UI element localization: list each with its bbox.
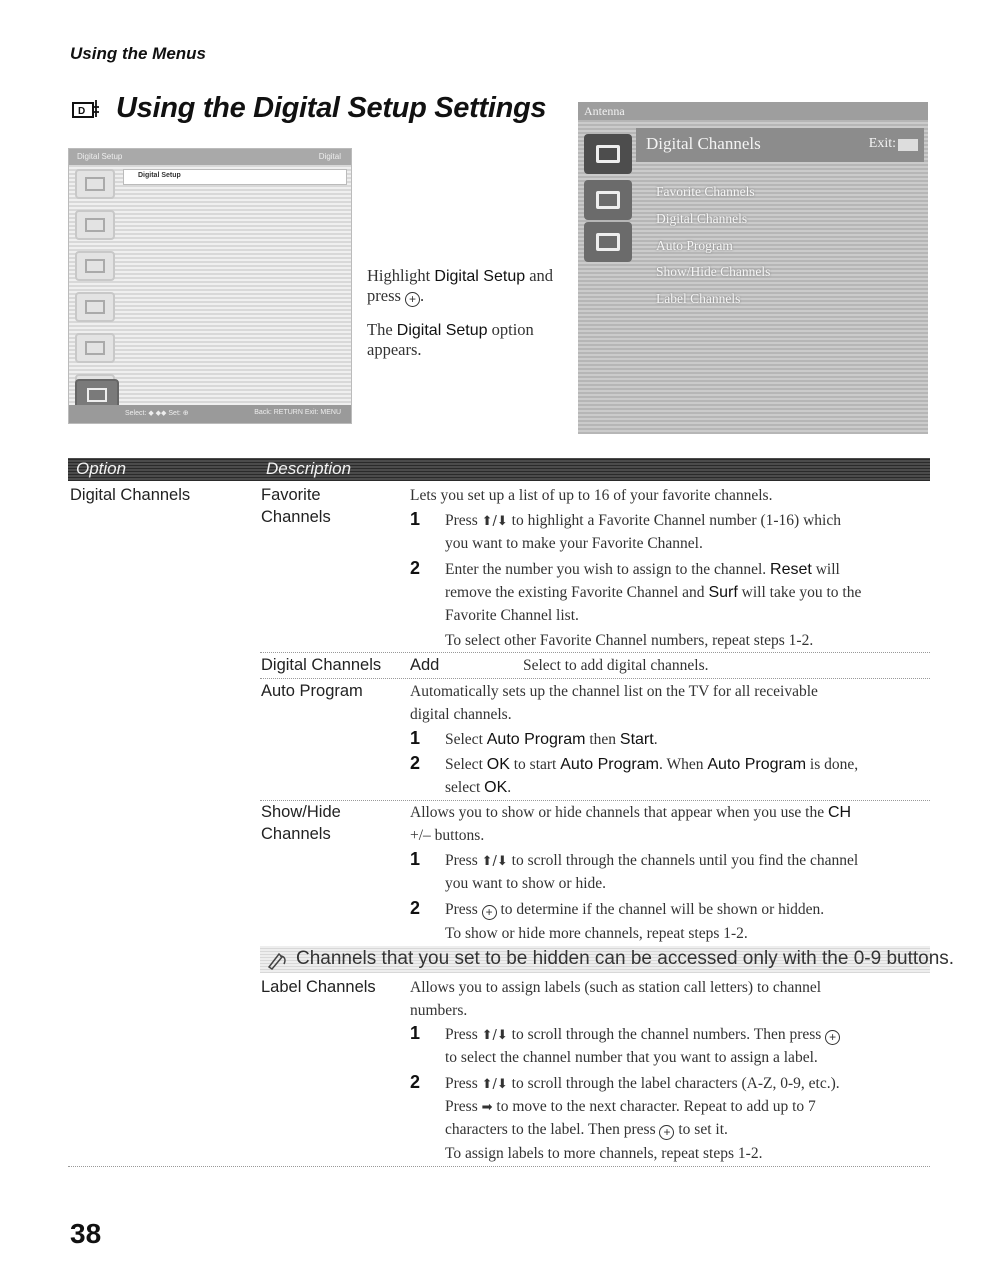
auto-label: Auto Program <box>261 682 363 700</box>
showhide-outro: To show or hide more channels, repeat steps 1-2. <box>445 925 748 942</box>
label-intro-1: Allows you to assign labels (such as station call letters) to channel <box>410 979 822 996</box>
table-bottom-divider <box>68 1166 930 1167</box>
label-step2-line3: characters to the label. Then press + to set it. <box>445 1121 728 1139</box>
auto-step2-line1: Select OK to start Auto Program. When Auto Program is done, <box>445 756 859 773</box>
favorite-step2-line2: remove the existing Favorite Channel and Surf will take you to the <box>445 584 862 601</box>
screen-menu-item: Digital Setup <box>138 172 181 179</box>
favorite-intro: Lets you set up a list of up to 16 of your favorite channels. <box>410 487 773 504</box>
page-title: Using the Digital Setup Settings <box>116 92 547 124</box>
caption-line-2: The Digital Setup option appears. <box>367 319 534 359</box>
auto-step2-line2: select OK. <box>445 779 512 796</box>
screen-top-right-label: Digital <box>318 152 341 161</box>
page-number: 38 <box>70 1218 102 1249</box>
parent-menu-icon <box>75 292 115 322</box>
up-down-arrow-icon: ⬆/⬇ <box>481 1077 508 1092</box>
showhide-step2: Press + to determine if the channel will be shown or hidden. <box>445 901 825 919</box>
auto-intro-2: digital channels. <box>410 706 512 723</box>
digital-add: Add <box>410 656 440 674</box>
favorite-label-1: Favorite <box>261 486 321 504</box>
auto-intro-1: Automatically sets up the channel list on the TV for all receivable <box>410 683 818 700</box>
label-step2-line1: Press ⬆/⬇ to scroll through the label characters (A-Z, 0-9, etc.). <box>445 1075 840 1092</box>
favorite-step2-line1: Enter the number you wish to assign to the channel. Reset will <box>445 561 840 578</box>
digital-label: Digital Channels <box>261 656 382 674</box>
favorite-label-2: Channels <box>261 508 331 526</box>
svg-text:D: D <box>78 105 86 117</box>
note-text: Channels that you set to be hidden can be accessed only with the 0-9 buttons. <box>296 948 955 969</box>
header-option: Option <box>76 459 127 478</box>
plus-button-icon: + <box>659 1125 674 1140</box>
channel-menu-icon <box>75 251 115 281</box>
picture-menu-icon <box>75 169 115 199</box>
digital-setup-icon <box>72 98 106 120</box>
screen-top-bar <box>69 149 351 165</box>
screenshot-caption <box>367 266 567 372</box>
screen-item-label: Label Channels <box>656 291 741 306</box>
table-header <box>68 458 930 481</box>
label-step1-number: 1 <box>410 1023 421 1043</box>
label-step2-line2: Press ➡ to move to the next character. Repeat to add up to 7 <box>445 1098 816 1115</box>
screen-bottom-right: Back: RETURN Exit: MENU <box>254 409 341 416</box>
favorite-step2-line3: Favorite Channel list. <box>445 607 579 624</box>
screen-item-showhide: Show/Hide Channels <box>656 264 771 279</box>
digital-setup-icon-right <box>584 180 632 220</box>
screen-bottom-left: Select: ◆ ◆◆ Set: ⊕ <box>125 410 189 417</box>
favorite-step2-number: 2 <box>410 558 421 578</box>
favorite-step1-number: 1 <box>410 509 421 529</box>
showhide-label-1: Show/Hide <box>261 803 341 821</box>
up-down-arrow-icon: ⬆/⬇ <box>481 854 508 869</box>
auto-step2-number: 2 <box>410 753 421 773</box>
screen-exit-label: Exit: <box>868 136 896 151</box>
favorite-outro: To select other Favorite Channel numbers, repeat steps 1-2. <box>445 632 814 649</box>
screen-item-favorite: Favorite Channels <box>656 184 755 199</box>
showhide-step1-number: 1 <box>410 849 421 869</box>
digital-channels-icon <box>584 134 632 174</box>
up-down-arrow-icon: ⬆/⬇ <box>481 1028 508 1043</box>
digital-channels-header <box>636 128 924 162</box>
digital-add-description: Select to add digital channels. <box>523 657 709 674</box>
digital-setup-screenshot <box>68 148 352 424</box>
right-arrow-icon: ➡ <box>481 1100 493 1115</box>
auto-step1-number: 1 <box>410 728 421 748</box>
plus-button-icon: + <box>825 1030 840 1045</box>
row-divider <box>260 678 930 679</box>
showhide-step2-number: 2 <box>410 898 421 918</box>
menu-button-icon <box>898 139 918 151</box>
hidden-channels-note <box>260 946 955 973</box>
label-step2-number: 2 <box>410 1072 421 1092</box>
auto-step1: Select Auto Program then Start. <box>445 731 658 748</box>
antenna-bar: Antenna <box>578 102 928 120</box>
showhide-intro-1: Allows you to show or hide channels that appear when you use the CH <box>410 804 852 821</box>
sound-menu-icon <box>75 210 115 240</box>
screen-item-auto: Auto Program <box>656 238 733 253</box>
label-step1-line2: to select the channel number that you want to assign a label. <box>445 1049 818 1066</box>
header-description: Description <box>266 459 352 478</box>
showhide-step1-line2: you want to show or hide. <box>445 875 607 892</box>
screen-header-title: Digital Channels <box>646 134 761 153</box>
row-divider <box>260 652 930 653</box>
option-digital-channels: Digital Channels <box>70 486 191 504</box>
up-down-arrow-icon: ⬆/⬇ <box>481 514 508 529</box>
plus-button-icon: + <box>405 292 420 307</box>
favorite-step1-line1: Press ⬆/⬇ to highlight a Favorite Channel number (1-16) which <box>445 512 841 529</box>
caption-line-1: Highlight Digital Setup and press + . <box>367 266 554 306</box>
screen-item-digital: Digital Channels <box>656 211 748 226</box>
screen-top-left-label: Digital Setup <box>77 152 123 161</box>
section-header: Using the Menus <box>70 44 207 63</box>
screen-bottom-bar <box>69 405 351 423</box>
note-pencil-icon <box>266 950 288 970</box>
digital-channels-screenshot <box>578 102 928 434</box>
label-step1-line1: Press ⬆/⬇ to scroll through the channel numbers. Then press + <box>445 1023 840 1047</box>
screen-menu-highlight <box>123 169 347 185</box>
label-channels-label: Label Channels <box>261 978 376 996</box>
setup-menu-icon <box>75 333 115 363</box>
showhide-label-2: Channels <box>261 825 331 843</box>
showhide-step1-line1: Press ⬆/⬇ to scroll through the channels until you find the channel <box>445 852 859 869</box>
label-outro: To assign labels to more channels, repeat steps 1-2. <box>445 1145 763 1162</box>
showhide-intro-2: +/– buttons. <box>410 827 485 844</box>
label-intro-2: numbers. <box>410 1002 468 1019</box>
digital-lock-icon <box>584 222 632 262</box>
favorite-step1-line2: you want to make your Favorite Channel. <box>445 535 703 552</box>
plus-button-icon: + <box>482 905 497 920</box>
title-row <box>72 92 546 125</box>
